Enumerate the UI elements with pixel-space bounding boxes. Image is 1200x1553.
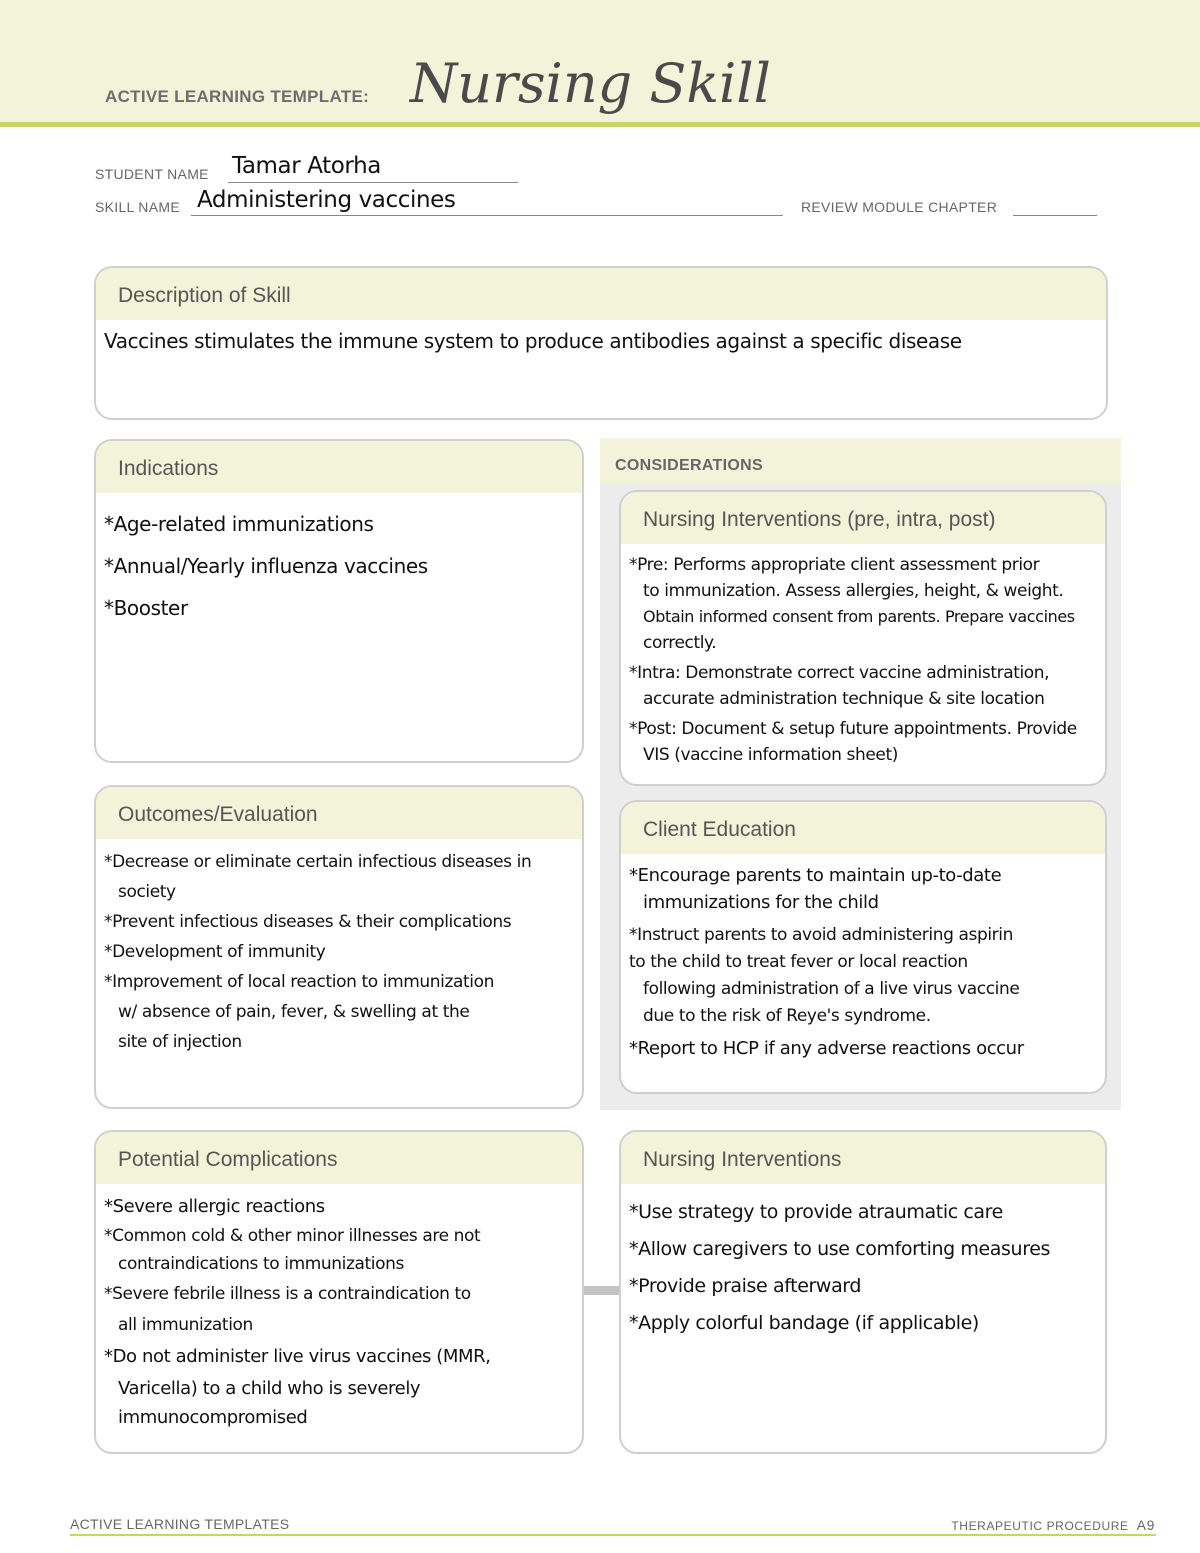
student-name-label: STUDENT NAME (95, 166, 209, 182)
nursing-interventions-title: Nursing Interventions (621, 1132, 1105, 1184)
potential-complications-title: Potential Complications (96, 1132, 582, 1184)
page-number: A9 (1136, 1517, 1155, 1533)
text-line: *Post: Document & setup future appointments. Provide (629, 719, 1077, 739)
review-module-line (1013, 215, 1097, 216)
text-line: *Provide praise afterward (629, 1275, 862, 1297)
student-name-line (228, 182, 518, 183)
text-line: immunizations for the child (643, 892, 879, 913)
review-module-label: REVIEW MODULE CHAPTER (801, 199, 998, 215)
text-line: all immunization (118, 1315, 253, 1335)
text-line: to immunization. Assess allergies, height, & weight. (643, 581, 1064, 601)
nursing-interventions-pip-text[interactable] (621, 544, 1105, 768)
skill-name-value[interactable]: Administering vaccines (197, 187, 456, 213)
indications-list[interactable] (96, 493, 582, 629)
text-line: *Use strategy to provide atraumatic care (629, 1201, 1003, 1223)
text-line: *Pre: Performs appropriate client assessment prior (629, 555, 1040, 575)
outcomes-title: Outcomes/Evaluation (96, 787, 582, 839)
text-line: *Severe allergic reactions (104, 1196, 325, 1217)
description-title: Description of Skill (96, 268, 1106, 320)
text-line: Obtain informed consent from parents. Prepare vaccines (643, 607, 1075, 626)
text-line: *Decrease or eliminate certain infectious diseases in (104, 852, 532, 872)
template-label: ACTIVE LEARNING TEMPLATE: (105, 87, 370, 106)
text-line: *Severe febrile illness is a contraindication to (104, 1284, 471, 1304)
description-text[interactable]: Vaccines stimulates the immune system to produce antibodies against a specific disease (104, 329, 962, 353)
text-line: *Allow caregivers to use comforting measures (629, 1238, 1050, 1260)
header-divider (0, 122, 1200, 127)
indications-box (94, 439, 584, 763)
text-line: *Instruct parents to avoid administering aspirin (629, 925, 1013, 945)
footer-divider (70, 1534, 1156, 1536)
student-name-value[interactable]: Tamar Atorha (232, 153, 381, 179)
list-item: *Annual/Yearly influenza vaccines (104, 554, 428, 578)
box-connector (582, 1286, 622, 1295)
potential-complications-box (94, 1130, 584, 1454)
text-line: due to the risk of Reye's syndrome. (643, 1006, 931, 1026)
template-title: Nursing Skill (410, 52, 771, 115)
nursing-interventions-pip-title: Nursing Interventions (pre, intra, post) (621, 492, 1105, 544)
text-line: *Prevent infectious diseases & their complications (104, 912, 512, 932)
list-item: *Booster (104, 596, 188, 620)
text-line: society (118, 882, 176, 902)
footer-section-label: THERAPEUTIC PROCEDURE (951, 1519, 1129, 1533)
text-line: *Do not administer live virus vaccines (MMR, (104, 1346, 491, 1367)
client-education-text[interactable] (621, 854, 1105, 1064)
text-line: immunocompromised (118, 1407, 308, 1428)
text-line: *Intra: Demonstrate correct vaccine administration, (629, 663, 1050, 683)
skill-name-line (191, 215, 783, 216)
list-item: *Age-related immunizations (104, 512, 374, 536)
text-line: *Report to HCP if any adverse reactions occur (629, 1038, 1024, 1059)
text-line: *Encourage parents to maintain up-to-date (629, 865, 1002, 886)
client-education-box (619, 800, 1107, 1094)
text-line: correctly. (643, 633, 717, 653)
considerations-label: CONSIDERATIONS (615, 457, 763, 474)
text-line: w/ absence of pain, fever, & swelling at the (118, 1002, 470, 1022)
skill-name-label: SKILL NAME (95, 199, 180, 215)
text-line: Varicella) to a child who is severely (118, 1378, 421, 1399)
footer-right (951, 1517, 1155, 1533)
outcomes-box (94, 785, 584, 1109)
text-line: *Common cold & other minor illnesses are not (104, 1226, 481, 1246)
text-line: *Development of immunity (104, 942, 326, 962)
text-line: following administration of a live virus vaccine (643, 979, 1020, 999)
text-line: accurate administration technique & site location (643, 689, 1045, 709)
text-line: to the child to treat fever or local reaction (629, 952, 968, 972)
text-line: site of injection (118, 1032, 242, 1052)
text-line: *Improvement of local reaction to immunization (104, 972, 494, 992)
indications-title: Indications (96, 441, 582, 493)
description-box (94, 266, 1108, 420)
outcomes-text[interactable] (96, 839, 582, 1057)
footer-left-label: ACTIVE LEARNING TEMPLATES (70, 1516, 290, 1532)
text-line: VIS (vaccine information sheet) (643, 745, 898, 765)
nursing-interventions-box (619, 1130, 1107, 1454)
client-education-title: Client Education (621, 802, 1105, 854)
nursing-interventions-text[interactable] (621, 1184, 1105, 1342)
potential-complications-text[interactable] (96, 1184, 582, 1432)
nursing-interventions-pip-box (619, 490, 1107, 786)
text-line: contraindications to immunizations (118, 1254, 404, 1274)
text-line: *Apply colorful bandage (if applicable) (629, 1312, 979, 1334)
